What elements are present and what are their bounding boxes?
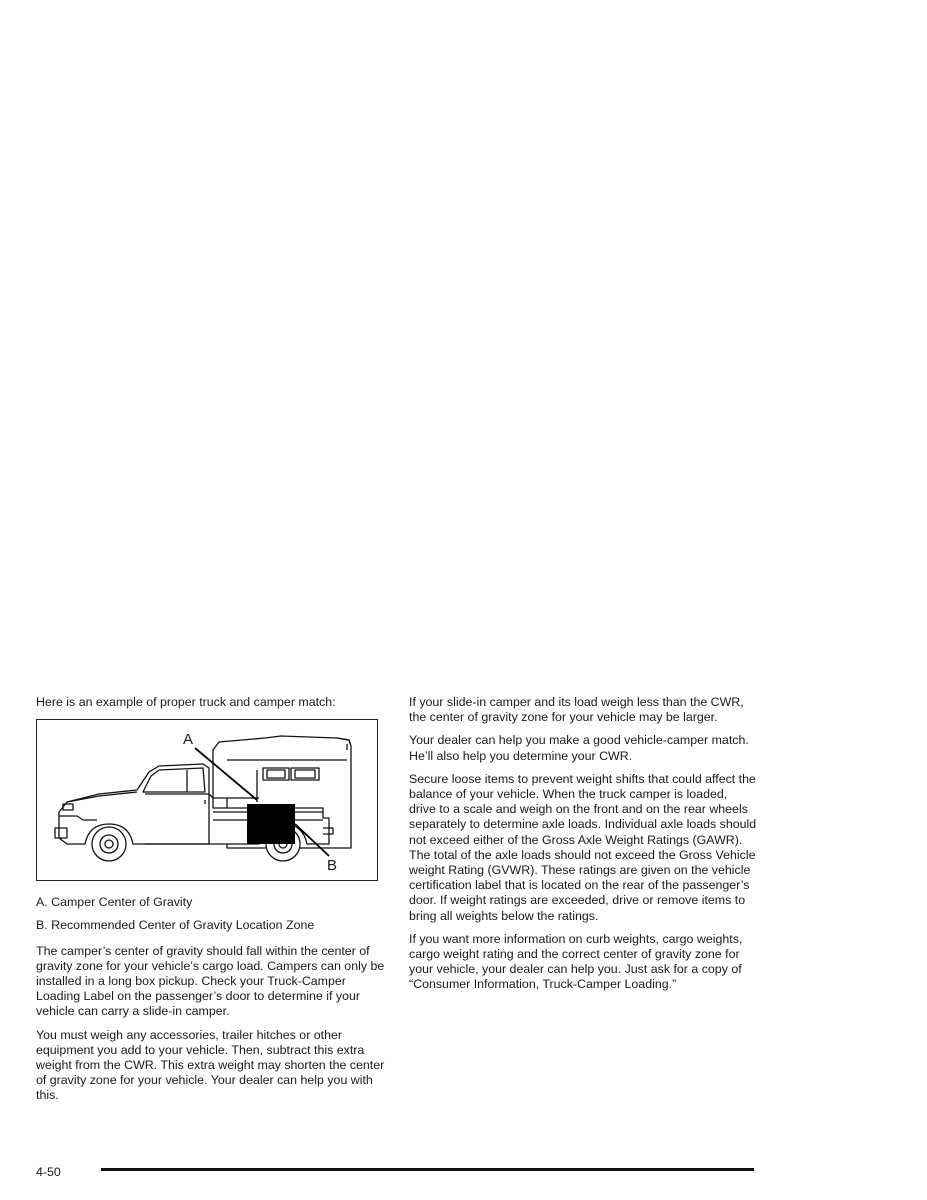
callout-b-label: B bbox=[327, 857, 338, 875]
page-number: 4-50 bbox=[36, 1165, 61, 1179]
paragraph: The camper’s center of gravity should fall within the center of gravity zone for your vehicle’s cargo load. Campers can only be installed in a long box pickup. Check your Truck-Camper Loading Label on the passenger’s door to determine if your vehicle can carry a slide-in camper. bbox=[36, 943, 385, 1019]
callout-a-label: A bbox=[183, 731, 194, 749]
footer-rule bbox=[101, 1168, 754, 1171]
left-column bbox=[36, 695, 386, 1112]
truck-camper-illustration bbox=[37, 720, 377, 880]
cog-zone-marker bbox=[247, 804, 295, 844]
right-column bbox=[409, 695, 757, 1001]
intro-text: Here is an example of proper truck and camper match: bbox=[36, 695, 336, 709]
paragraph: If your slide-in camper and its load weigh less than the CWR, the center of gravity zone for your vehicle may be larger. bbox=[409, 695, 744, 725]
paragraph: If you want more information on curb weights, cargo weights, cargo weight rating and the correct center of gravity zone for your vehicle, your dealer can help you. Just ask for a copy of “Consumer Information, Truck-Camper Loading.” bbox=[409, 931, 743, 992]
caption-b: B. Recommended Center of Gravity Location Zone bbox=[36, 918, 315, 933]
paragraph: You must weigh any accessories, trailer hitches or other equipment you add to your vehicle. Then, subtract this extra weight from the CWR. This extra weight may shorten the center of gravity zone for your vehicle. Your dealer can help you with this. bbox=[36, 1027, 385, 1103]
truck-camper-figure bbox=[36, 719, 378, 881]
paragraph: Your dealer can help you make a good vehicle-camper match. He’ll also help you determine your CWR. bbox=[409, 733, 749, 763]
caption-a: A. Camper Center of Gravity bbox=[36, 895, 193, 910]
paragraph: Secure loose items to prevent weight shifts that could affect the balance of your vehicle. When the truck camper is loaded, drive to a scale and weigh on the front and on the rear wheels separately to determine axle loads. Individual axle loads should not exceed either of the Gross Axle Weight Ratings (GAWR). The total of the axle loads should not exceed the Gross Vehicle weight Rating (GVWR). These ratings are given on the vehicle certification label that is located on the rear of the passenger’s door. If weight ratings are exceeded, drive or remove items to bring all weights below the ratings. bbox=[409, 771, 757, 923]
